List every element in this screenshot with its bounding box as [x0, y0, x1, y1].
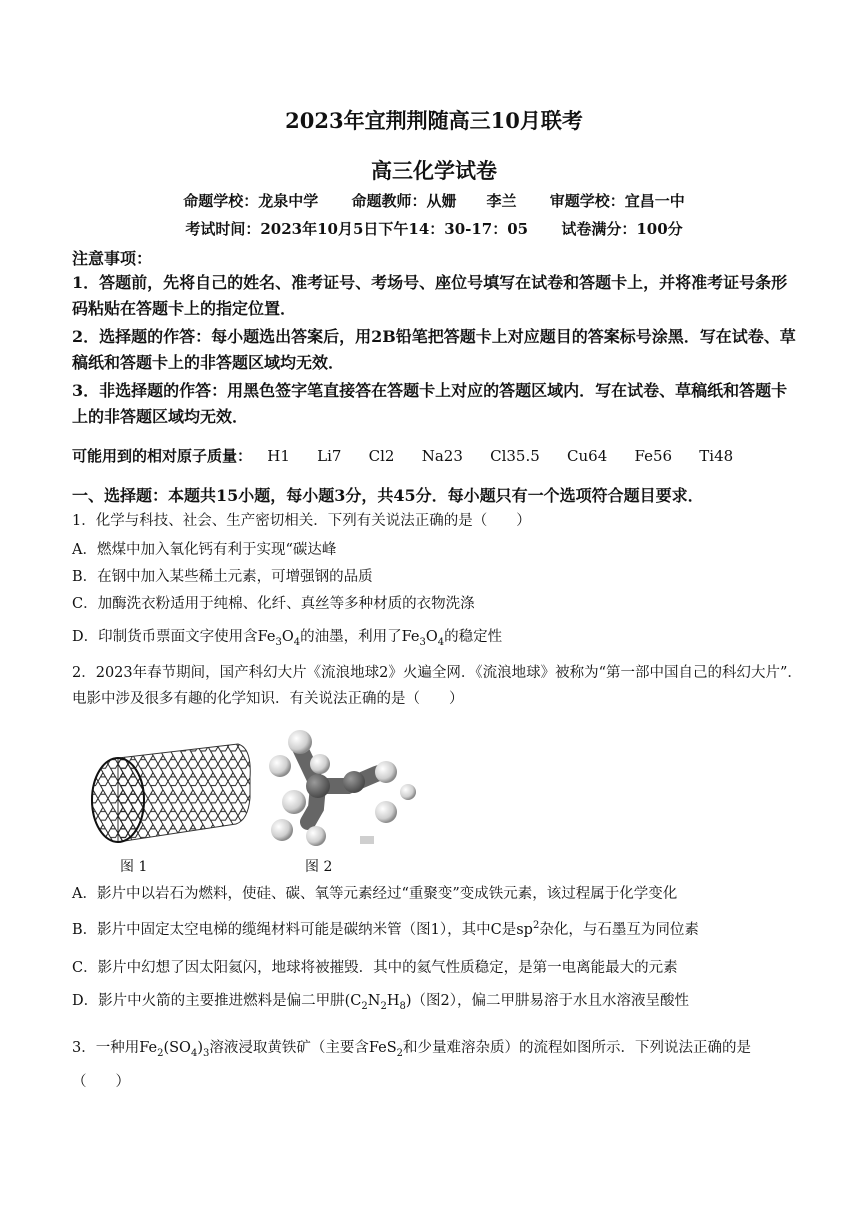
q3-text: 溶液浸取黄铁矿（主要含: [209, 1040, 369, 1056]
q1-d-text: D．印制货币票面文字使用含: [72, 629, 258, 645]
formula-fe3o4: $Fe_3O_4$: [257, 629, 301, 648]
formula-fe3o4: $Fe_3O_4$: [401, 629, 445, 648]
notice-item-3: 3．非选择题的作答：用黑色签字笔直接答在答题卡上对应的答题区域内．写在试卷、草稿纸和答题卡上的非答题区域均无效．: [72, 381, 788, 426]
carbon-nanotube-figure: [78, 738, 254, 848]
q1-stem: 1．化学与科技、社会、生产密切相关．下列有关说法正确的是（ ）: [72, 513, 531, 529]
q3-stem: [72, 1036, 802, 1059]
q1-option-d: [72, 625, 802, 648]
q1-option-c: C．加酶洗衣粉适用于纯棉、化纤、真丝等多种材质的衣物洗涤: [72, 596, 475, 612]
formula-sp2: $sp^2$: [516, 920, 540, 938]
atom-mass: Ti48: [699, 447, 734, 465]
review-school: 审题学校：宜昌一中: [549, 192, 685, 210]
formula-c2n2h8: $(C_2N_2H_8)$: [344, 993, 412, 1012]
author-teachers: 命题教师：从姗 李兰: [351, 192, 517, 210]
atomic-masses: [72, 445, 755, 466]
q2-d-text: D．影片中火箭的主要推进燃料是偏二甲肼: [72, 993, 345, 1009]
q2-d-text: （图2），偏二甲肼易溶于水且水溶液呈酸性: [411, 993, 690, 1009]
atom-mass: Cl35.5: [490, 447, 540, 465]
atom-mass: Fe56: [634, 447, 673, 465]
full-score: 试卷满分：100分: [561, 220, 683, 238]
time-line: [0, 218, 868, 239]
formula-fes2: FeS$_2$: [368, 1040, 404, 1059]
q3-text: 和少量难溶杂质）的流程如图所示．下列说法正确的是: [403, 1040, 752, 1056]
section-heading: 一、选择题：本题共15小题，每小题3分，共45分．每小题只有一个选项符合题目要求．: [72, 486, 704, 505]
q2-option-c: C．影片中幻想了因太阳氦闪，地球将被摧毁．其中的氦气性质稳定，是第一电离能最大的元素: [72, 960, 678, 976]
author-line: [0, 190, 868, 211]
exam-title: 2023年宜荆荆随高三10月联考: [285, 108, 583, 133]
atom-mass: H1: [267, 447, 290, 465]
atomic-masses-label: 可能用到的相对原子质量：: [72, 447, 253, 465]
figure-1-caption: 图 1: [120, 859, 148, 875]
atom-mass: Cu64: [567, 447, 608, 465]
q3-text: 3．一种用: [72, 1040, 140, 1056]
q1-option-b: B．在钢中加入某些稀土元素，可增强钢的品质: [72, 569, 373, 585]
q3-answer-paren: （ ）: [72, 1074, 130, 1090]
q2-stem: 2．2023年春节期间，国产科幻大片《流浪地球2》火遍全网．《流浪地球》被称为“第一部中国自己的科幻大片”．电影中涉及很多有趣的化学知识．有关说法正确的是（ ）: [72, 665, 802, 707]
q2-option-a: A．影片中以岩石为燃料，使硅、碳、氧等元素经过“重聚变”变成铁元素，该过程属于化学变化: [72, 886, 678, 902]
q2-option-d: [72, 989, 802, 1012]
formula-fe2so43: $Fe_2(SO_4)_3$: [139, 1040, 210, 1059]
molecule-model-figure: [258, 726, 416, 854]
q2-option-b: [72, 918, 802, 939]
q1-d-text: 的稳定性: [444, 629, 503, 645]
q1-option-a: A．燃煤中加入氧化钙有利于实现“碳达峰: [72, 542, 337, 558]
author-school: 命题学校：龙泉中学: [183, 192, 319, 210]
q2-b-text: 杂化，与石墨互为同位素: [539, 922, 699, 938]
q2-b-text: B．影片中固定太空电梯的缆绳材料可能是碳纳米管（图1），其中C是: [72, 922, 517, 938]
figure-2-caption: 图 2: [305, 859, 333, 875]
notice-item-1: 1．答题前，先将自己的姓名、准考证号、考场号、座位号填写在试卷和答题卡上，并将准考证号条形码粘贴在答题卡上的指定位置．: [72, 273, 788, 318]
q1-d-text: 的油墨，利用了: [300, 629, 402, 645]
atom-mass: Na23: [421, 447, 463, 465]
exam-subtitle: 高三化学试卷: [371, 158, 497, 183]
notice-item-2: 2．选择题的作答：每小题选出答案后，用2B铅笔把答题卡上对应题目的答案标号涂黑．写在试卷、草稿纸和答题卡上的非答题区域均无效．: [72, 327, 796, 372]
atom-mass: Cl2: [368, 447, 395, 465]
exam-time: 考试时间：2023年10月5日下午14：30-17：05: [185, 220, 529, 238]
notice-heading: 注意事项：: [72, 249, 153, 268]
atom-mass: Li7: [317, 447, 342, 465]
